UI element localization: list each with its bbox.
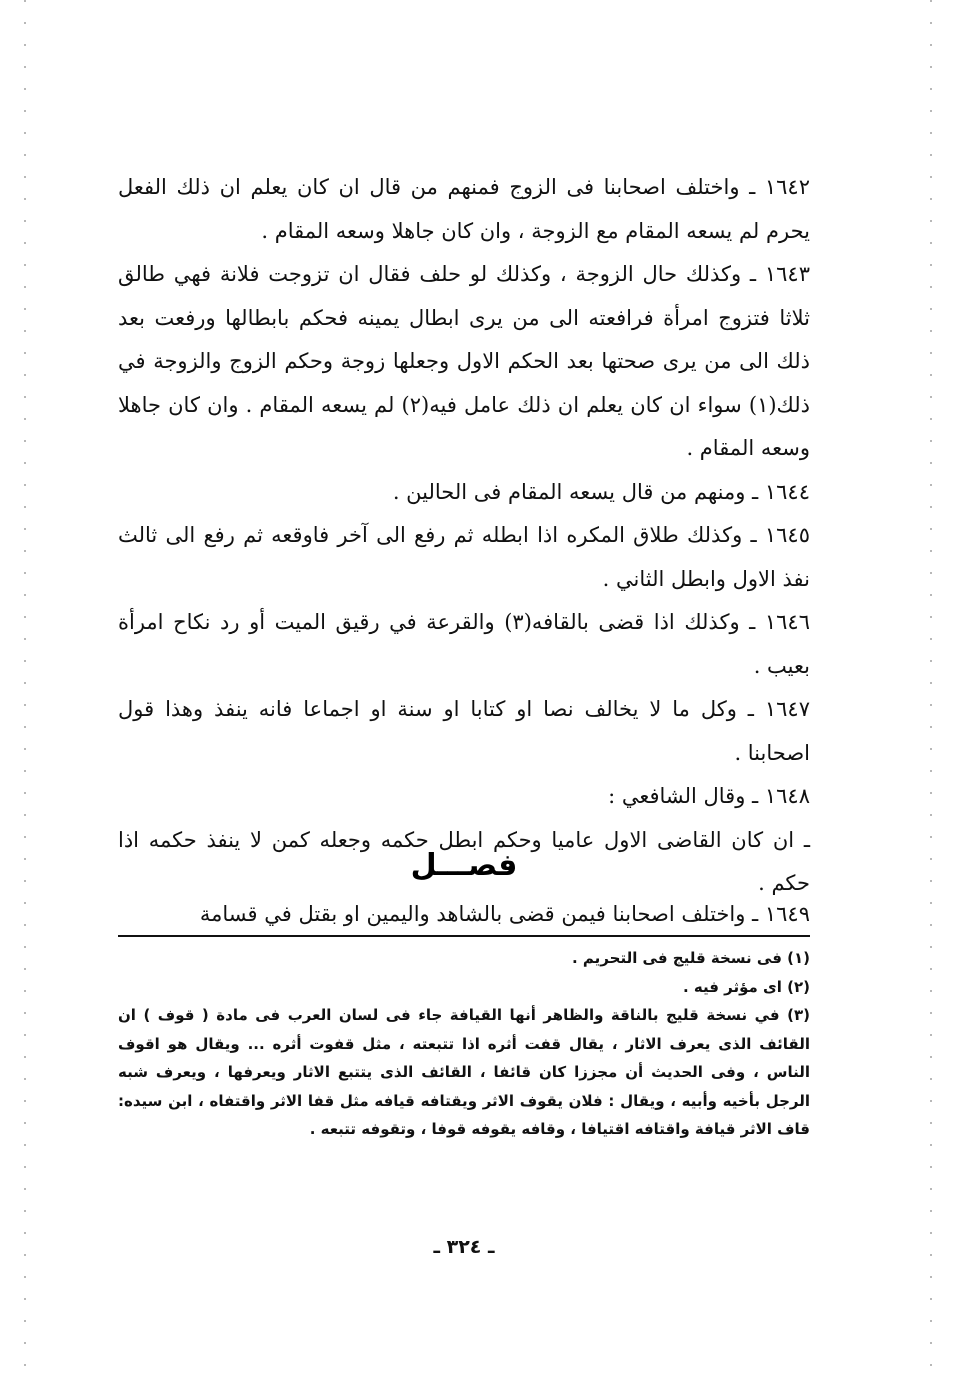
paragraph-1644: ١٦٤٤ ـ ومنهم من قال يسعه المقام فى الحالين .: [392, 479, 810, 504]
footnote-3: (٣) في نسخة قليج بالناقة والظاهر أنها القيافة جاء فى لسان العرب فى مادة ( قوف ) ان القائف الذى يعرف الاثار ، يقال قفت أثره اذا تتبعته ، مثل قفوت أثره ... ويقال هو اقوف الناس ، وفى الحديث أن مجززا كان قائفا ، القائف الذى يتتبع الاثار ويعرفها ، ويعرف شبه الرجل بأخيه وأبيه ، ويقال : فلان يقوف الاثر ويقتافه قيافه مثل قفا الاثر واقتفاه ، ابن سيده: قاف الاثر قيافة واقتافه اقتيافا ، وقافه يقوفه قوفا ، وتقوفه تتبعه .: [118, 1006, 810, 1138]
paragraph-1646: ١٦٤٦ ـ وكذلك اذا قضى بالقافه(٣) والقرعة في رقيق الميت أو رد نكاح امرأة بعيب .: [118, 610, 810, 678]
scan-margin-right: [930, 0, 932, 1375]
section-title: فصـــل: [410, 848, 518, 883]
paragraph-1642: ١٦٤٢ ـ واختلف اصحابنا فى الزوج فمنهم من قال ان كان يعلم ان ذلك الفعل يحرم لم يسعه المقام مع الزوجة ، وان كان جاهلا وسعه المقام .: [118, 175, 810, 243]
footnote-2: (٢) اى مؤثر فيه .: [682, 977, 810, 996]
paragraph-shafii-quote: ـ ان كان القاضى الاول عاميا وحكم ابطل حكمه وجعله كمن لا ينفذ حكمه اذا حكم .: [118, 827, 810, 895]
scan-margin-left: [24, 0, 26, 1375]
paragraph-1643: ١٦٤٣ ـ وكذلك حال الزوجة ، وكذلك لو حلف فقال ان تزوجت فلانة فهي طالق ثلاثا فتزوج امرأة فرافعته الى من يرى ابطال يمينه فحكم بابطالها ورفعت بعد ذلك الى من يرى صحتها بعد الحكم الاول وجعلها زوجة وحكم الزوج والزوجة في ذلك(١) سواء ان كان يعلم ان ذلك عامل فيه(٢) لم يسعه المقام . وان كان جاهلا وسعه المقام .: [118, 262, 810, 460]
footnote-1: (١) فى نسخة قليج فى التحريم .: [571, 949, 810, 967]
paragraph-1649: ١٦٤٩ ـ واختلف اصحابنا فيمن قضى بالشاهد واليمين او بقتل في قسامة: [199, 902, 810, 926]
footnote-divider: [118, 935, 810, 937]
page-number: ـ ٣٢٤ ـ: [433, 1236, 495, 1258]
footnotes: [118, 944, 810, 1144]
paragraph-1645: ١٦٤٥ ـ وكذلك طلاق المكره اذا ابطله ثم رفع الى آخر فاوقعه ثم رفع الى ثالث نفذ الاول وابطل الثاني .: [118, 523, 810, 591]
paragraph-1648: ١٦٤٨ ـ وقال الشافعي :: [608, 784, 810, 808]
main-text: [118, 166, 810, 906]
paragraph-1647: ١٦٤٧ ـ وكل ما لا يخالف نصا او كتابا او سنة او اجماعا فانه ينفذ وهذا قول اصحابنا .: [118, 697, 810, 765]
